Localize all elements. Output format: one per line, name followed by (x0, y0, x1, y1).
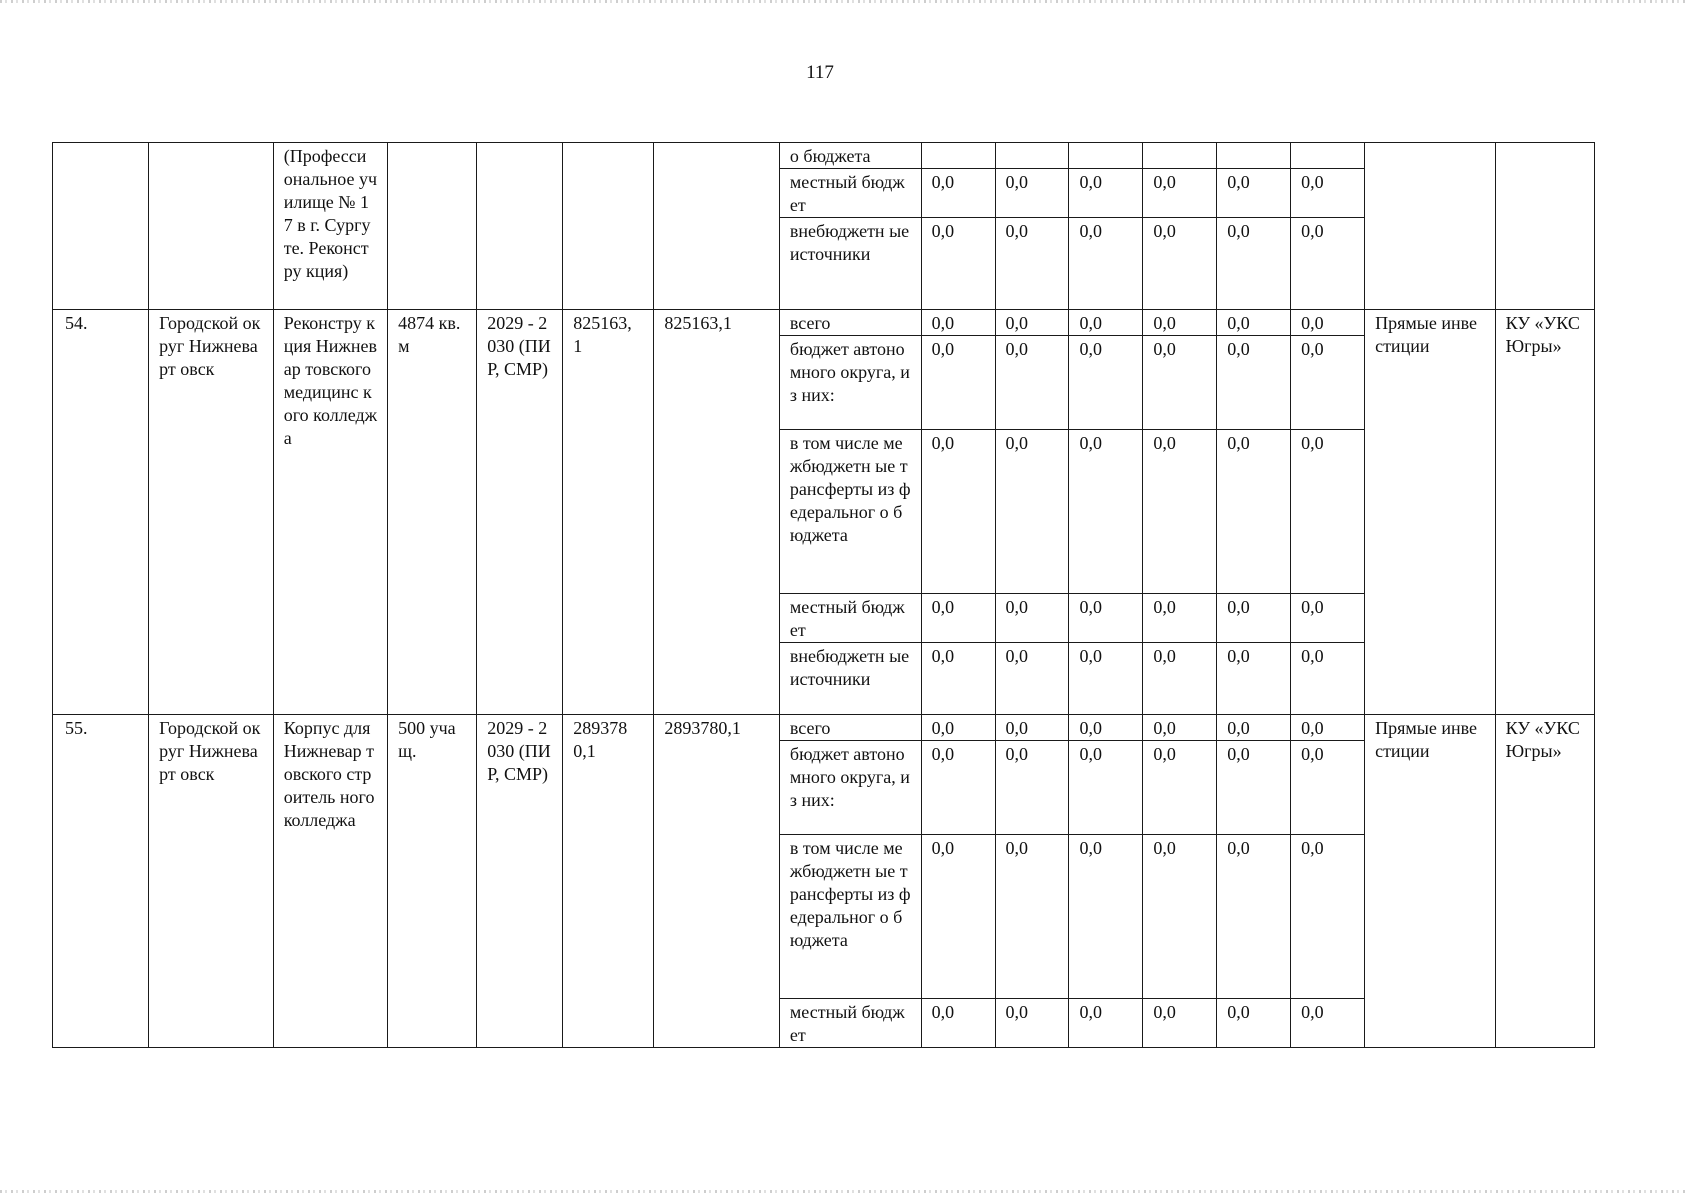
estimate-cost-cell: 289378 0,1 (563, 715, 654, 1048)
value-cell: 0,0 (1069, 218, 1143, 310)
value-cell: 0,0 (1069, 741, 1143, 835)
district-cell: Городской округ Нижневарт овск (149, 310, 274, 715)
capacity-cell: 4874 кв. м (388, 310, 477, 715)
value-cell: 0,0 (921, 715, 995, 741)
estimate-cost-cell: 825163, 1 (563, 310, 654, 715)
value-cell: 0,0 (995, 835, 1069, 999)
value-cell: 0,0 (1291, 310, 1365, 336)
value-cell: 0,0 (995, 218, 1069, 310)
customer-cell: КУ «УКС Югры» (1495, 310, 1594, 715)
scan-edge-top (0, 0, 1686, 3)
value-cell: 0,0 (1143, 741, 1217, 835)
object-name-cell: (Професси ональное училище № 17 в г. Сургуте. Реконстру кция) (273, 143, 387, 310)
value-cell: 0,0 (995, 999, 1069, 1048)
implementation-mechanism-cell: Прямые инвестиции (1365, 715, 1496, 1048)
funding-source-cell: всего (779, 715, 921, 741)
value-cell: 0,0 (1143, 999, 1217, 1048)
value-cell: 0,0 (1217, 741, 1291, 835)
page-number: 117 (806, 62, 834, 83)
value-cell: 0,0 (921, 741, 995, 835)
remaining-cost-cell: 825163,1 (654, 310, 780, 715)
value-cell: 0,0 (1069, 310, 1143, 336)
value-cell: 0,0 (1291, 594, 1365, 643)
value-cell: 0,0 (1291, 218, 1365, 310)
funding-source-cell: бюджет автономного округа, из них: (779, 336, 921, 430)
value-cell: 0,0 (995, 336, 1069, 430)
value-cell: 0,0 (1143, 715, 1217, 741)
value-cell (1217, 143, 1291, 169)
value-cell (921, 143, 995, 169)
value-cell: 0,0 (995, 594, 1069, 643)
value-cell: 0,0 (1291, 336, 1365, 430)
value-cell: 0,0 (1291, 835, 1365, 999)
district-cell (149, 143, 274, 310)
value-cell: 0,0 (1291, 643, 1365, 715)
value-cell: 0,0 (921, 336, 995, 430)
value-cell: 0,0 (1291, 169, 1365, 218)
value-cell: 0,0 (921, 999, 995, 1048)
value-cell: 0,0 (1143, 310, 1217, 336)
value-cell: 0,0 (921, 310, 995, 336)
value-cell: 0,0 (1291, 999, 1365, 1048)
district-cell: Городской округ Нижневарт овск (149, 715, 274, 1048)
value-cell: 0,0 (1143, 169, 1217, 218)
value-cell: 0,0 (1069, 643, 1143, 715)
customer-cell (1495, 143, 1594, 310)
value-cell: 0,0 (1291, 430, 1365, 594)
value-cell (995, 143, 1069, 169)
value-cell: 0,0 (921, 835, 995, 999)
value-cell: 0,0 (995, 741, 1069, 835)
value-cell: 0,0 (995, 643, 1069, 715)
funding-source-cell: о бюджета (779, 143, 921, 169)
value-cell: 0,0 (921, 218, 995, 310)
value-cell: 0,0 (921, 430, 995, 594)
value-cell: 0,0 (1069, 999, 1143, 1048)
funding-source-cell: всего (779, 310, 921, 336)
funding-source-cell: местный бюджет (779, 999, 921, 1048)
value-cell (1291, 143, 1365, 169)
value-cell: 0,0 (995, 430, 1069, 594)
value-cell: 0,0 (995, 715, 1069, 741)
object-name-cell: Реконстру кция Нижневар товского медицинс кого колледжа (273, 310, 387, 715)
capacity-cell: 500 учащ. (388, 715, 477, 1048)
value-cell: 0,0 (995, 169, 1069, 218)
funding-source-cell: внебюджетн ые источники (779, 643, 921, 715)
value-cell: 0,0 (1069, 835, 1143, 999)
scan-edge-bottom (0, 1190, 1686, 1193)
value-cell: 0,0 (1143, 594, 1217, 643)
implementation-mechanism-cell (1365, 143, 1496, 310)
customer-cell: КУ «УКС Югры» (1495, 715, 1594, 1048)
period-cell (477, 143, 563, 310)
value-cell: 0,0 (1069, 715, 1143, 741)
value-cell: 0,0 (1143, 336, 1217, 430)
row-number: 55. (53, 715, 149, 1048)
value-cell (1143, 143, 1217, 169)
implementation-mechanism-cell: Прямые инвестиции (1365, 310, 1496, 715)
value-cell: 0,0 (1143, 430, 1217, 594)
value-cell: 0,0 (1143, 835, 1217, 999)
value-cell: 0,0 (1217, 336, 1291, 430)
value-cell: 0,0 (1217, 999, 1291, 1048)
value-cell: 0,0 (1217, 715, 1291, 741)
period-cell: 2029 - 2030 (ПИР, СМР) (477, 310, 563, 715)
value-cell: 0,0 (1217, 643, 1291, 715)
value-cell: 0,0 (921, 643, 995, 715)
capacity-cell (388, 143, 477, 310)
row-number: 54. (53, 310, 149, 715)
value-cell: 0,0 (1217, 310, 1291, 336)
value-cell: 0,0 (1143, 643, 1217, 715)
funding-source-cell: в том числе межбюджетн ые трансферты из федеральног о бюджета (779, 430, 921, 594)
value-cell: 0,0 (1217, 594, 1291, 643)
table-row (53, 715, 1595, 741)
value-cell: 0,0 (1291, 741, 1365, 835)
object-name-cell: Корпус для Нижневар товского строитель ного колледжа (273, 715, 387, 1048)
table-row (53, 143, 1595, 169)
funding-source-cell: бюджет автономного округа, из них: (779, 741, 921, 835)
value-cell: 0,0 (1069, 336, 1143, 430)
value-cell: 0,0 (1217, 835, 1291, 999)
table-row (53, 310, 1595, 336)
value-cell: 0,0 (1069, 594, 1143, 643)
value-cell: 0,0 (1069, 430, 1143, 594)
funding-source-cell: местный бюджет (779, 169, 921, 218)
value-cell (1069, 143, 1143, 169)
value-cell: 0,0 (1217, 218, 1291, 310)
funding-source-cell: внебюджетн ые источники (779, 218, 921, 310)
remaining-cost-cell: 2893780,1 (654, 715, 780, 1048)
row-number (53, 143, 149, 310)
value-cell: 0,0 (1291, 715, 1365, 741)
value-cell: 0,0 (921, 169, 995, 218)
funding-source-cell: местный бюджет (779, 594, 921, 643)
value-cell: 0,0 (921, 594, 995, 643)
value-cell: 0,0 (1069, 169, 1143, 218)
value-cell: 0,0 (995, 310, 1069, 336)
funding-source-cell: в том числе межбюджетн ые трансферты из федеральног о бюджета (779, 835, 921, 999)
investment-objects-table (52, 142, 1595, 1048)
estimate-cost-cell (563, 143, 654, 310)
value-cell: 0,0 (1143, 218, 1217, 310)
value-cell: 0,0 (1217, 430, 1291, 594)
remaining-cost-cell (654, 143, 780, 310)
value-cell: 0,0 (1217, 169, 1291, 218)
period-cell: 2029 - 2030 (ПИР, СМР) (477, 715, 563, 1048)
